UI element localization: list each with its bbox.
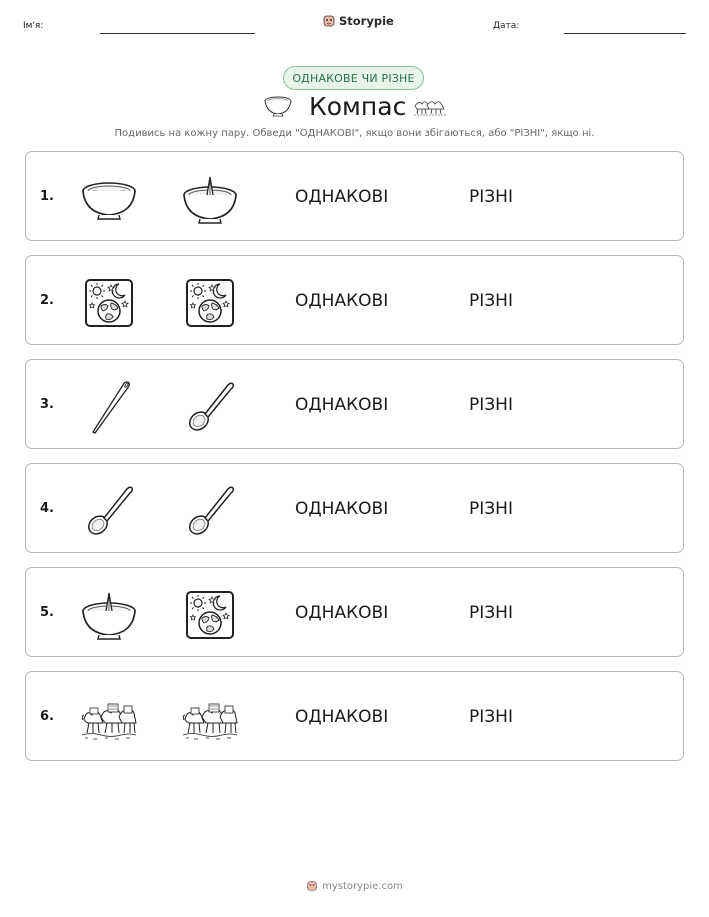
day-night-earth-icon — [182, 587, 238, 643]
row-number: 3. — [40, 397, 54, 412]
row-number: 4. — [40, 501, 54, 516]
compass-bowl-icon — [81, 587, 137, 643]
footer — [0, 880, 709, 892]
different-option[interactable]: РІЗНІ — [469, 603, 513, 623]
page-title: Компас — [309, 92, 407, 121]
different-option[interactable]: РІЗНІ — [469, 291, 513, 311]
needle-icon — [81, 379, 137, 435]
mascot-icon — [306, 880, 318, 892]
different-option[interactable]: РІЗНІ — [469, 395, 513, 415]
date-field-line[interactable] — [564, 33, 686, 34]
spoon-icon — [182, 483, 238, 539]
spoon-icon — [182, 379, 238, 435]
activity-type-badge: ОДНАКОВЕ ЧИ РІЗНЕ — [283, 66, 424, 90]
name-field-line[interactable] — [100, 33, 255, 34]
pair-row-4 — [25, 463, 684, 553]
pair-row-3 — [25, 359, 684, 449]
same-option[interactable]: ОДНАКОВІ — [295, 707, 389, 727]
footer-site[interactable]: mystorypie.com — [322, 880, 403, 892]
same-option[interactable]: ОДНАКОВІ — [295, 395, 389, 415]
row-number: 2. — [40, 293, 54, 308]
bowl-icon — [81, 171, 137, 227]
compass-bowl-icon — [182, 171, 238, 227]
bowl-icon — [263, 95, 293, 117]
pair-row-5 — [25, 567, 684, 657]
same-option[interactable]: ОДНАКОВІ — [295, 187, 389, 207]
same-option[interactable]: ОДНАКОВІ — [295, 603, 389, 623]
different-option[interactable]: РІЗНІ — [469, 707, 513, 727]
brand-name: Storypie — [339, 14, 394, 28]
row-number: 5. — [40, 605, 54, 620]
row-number: 1. — [40, 189, 54, 204]
pair-row-6 — [25, 671, 684, 761]
brand-logo — [322, 14, 394, 28]
row-number: 6. — [40, 709, 54, 724]
different-option[interactable]: РІЗНІ — [469, 187, 513, 207]
day-night-earth-icon — [81, 275, 137, 331]
day-night-earth-icon — [182, 275, 238, 331]
different-option[interactable]: РІЗНІ — [469, 499, 513, 519]
spoon-icon — [81, 483, 137, 539]
name-label: Ім'я: — [23, 21, 44, 31]
instructions: Подивись на кожну пару. Обведи "ОДНАКОВІ", якщо вони збігаються, або "РІЗНІ", якщо ні. — [114, 128, 595, 139]
pair-row-1 — [25, 151, 684, 241]
camel-caravan-icon — [182, 691, 238, 747]
camel-caravan-icon — [413, 96, 447, 116]
same-option[interactable]: ОДНАКОВІ — [295, 499, 389, 519]
camel-caravan-icon — [81, 691, 137, 747]
pair-row-2 — [25, 255, 684, 345]
date-label: Дата: — [493, 21, 520, 31]
same-option[interactable]: ОДНАКОВІ — [295, 291, 389, 311]
mascot-icon — [322, 14, 336, 28]
